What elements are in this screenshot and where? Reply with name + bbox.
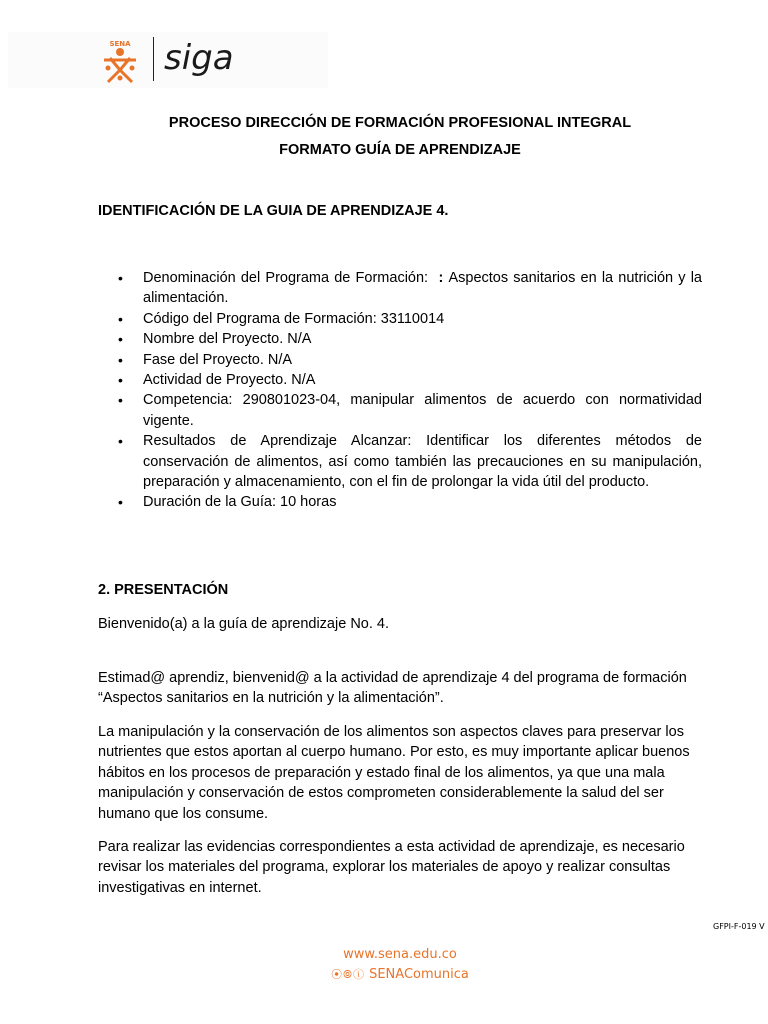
guide-duration: Duración de la Guía: 10 horas [143,494,337,511]
project-activity: Actividad de Proyecto. N/A [143,372,316,389]
program-name-label: Denominación del Programa de Formación: [143,270,429,286]
list-item [98,329,702,349]
list-item [98,268,702,309]
presentation-paragraph: Estimad@ aprendiz, bienvenid@ a la actividad de aprendizaje 4 del programa de formación “Aspectos sanitarios en la nutrición y la alimentación”. [98,670,687,707]
list-item [98,370,702,390]
document-title-line1: PROCESO DIRECCIÓN DE FORMACIÓN PROFESIONAL INTEGRAL [168,115,632,131]
label-separator: : [438,270,444,286]
document-title-line2: FORMATO GUÍA DE APRENDIZAJE [279,142,521,158]
bullet-icon: • [118,310,123,327]
project-name: Nombre del Proyecto. N/A [143,331,312,348]
bullet-icon: • [118,270,123,286]
bullet-icon: • [118,494,123,511]
identification-list [98,268,702,513]
website-link[interactable]: www.sena.edu.co [343,947,457,962]
bullet-icon: • [118,351,123,368]
project-phase: Fase del Proyecto. N/A [143,351,293,368]
list-item [98,390,702,431]
social-footer [0,966,768,982]
program-code: Código del Programa de Formación: 33110014 [143,310,445,327]
bullet-icon: • [118,392,123,409]
learning-outcomes: Resultados de Aprendizaje Alcanzar: Identificar los diferentes métodos de conservación de alimentos, así como también las precauciones en su manipulación, preparación y almacenamiento, con el fin de prolongar la vida útil del producto. [143,433,702,491]
sena-logo-text: SENA [109,40,131,48]
presentation-paragraph: Para realizar las evidencias correspondientes a esta actividad de aprendizaje, es necesario revisar los materiales del programa, explorar los materiales de apoyo y realizar consultas investigativas en internet. [98,839,685,896]
siga-logo-text: siga [164,38,234,78]
competency: Competencia: 290801023-04, manipular alimentos de acuerdo con normatividad vigente. [143,392,702,429]
document-code: GFPI-F-019 V [713,922,765,931]
presentation-heading: 2. PRESENTACIÓN [98,582,229,598]
social-media-icons: ⦿⦾ⓘ [331,968,365,981]
presentation-paragraph: Bienvenido(a) a la guía de aprendizaje No. 4. [98,616,389,632]
list-item [98,309,702,329]
presentation-paragraph: La manipulación y la conservación de los alimentos son aspectos claves para preservar los nutrientes que estos aportan al cuerpo humano. Por esto, es muy importante aplicar buenos hábitos en los procesos de preparación y estado final de los alimentos, ya que una mala manipulación y conservación de estos comprometen considerablemente la salud del ser humano que los consume. [98,724,690,822]
program-name-value: Aspectos sanitarios en la nutrición y la alimentación. [143,270,702,307]
bullet-icon: • [118,433,123,450]
bullet-icon: • [118,372,123,389]
logo-divider [153,37,154,81]
list-item [98,431,702,492]
identification-heading: IDENTIFICACIÓN DE LA GUIA DE APRENDIZAJE 4. [98,203,449,219]
social-handle: SENAComunica [369,967,469,982]
list-item [98,350,702,370]
list-item [98,492,702,512]
sena-logo [96,38,144,86]
bullet-icon: • [118,331,123,348]
